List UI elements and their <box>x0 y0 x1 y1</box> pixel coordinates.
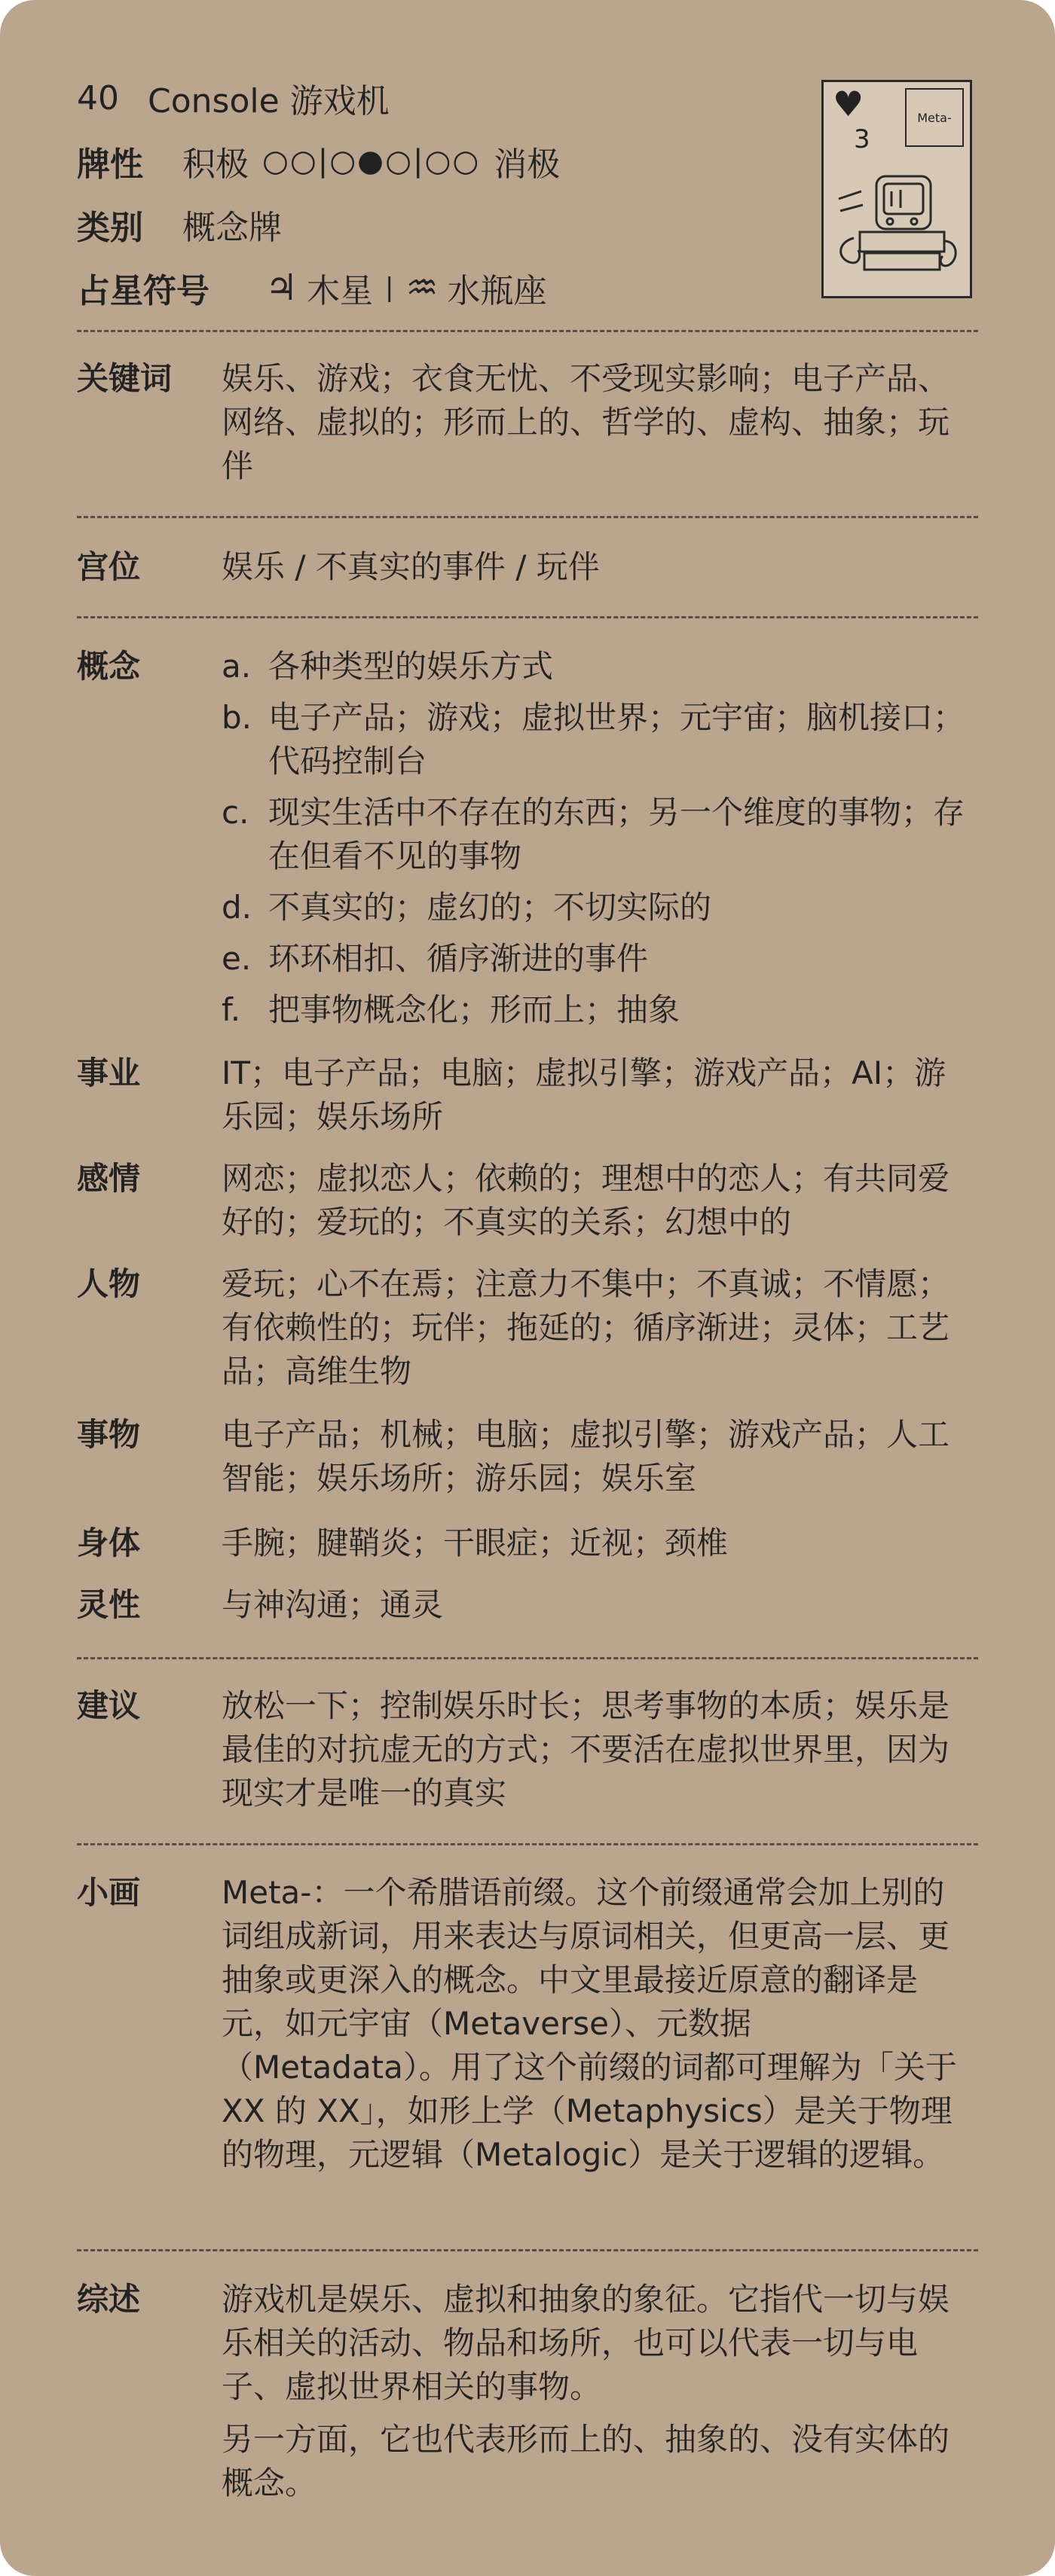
list-marker: c. <box>222 794 249 831</box>
list-text: 电子产品；游戏；虚拟世界；元宇宙；脑机接口；代码控制台 <box>268 699 965 780</box>
aquarius-icon: ♒ <box>405 267 439 309</box>
people-label: 人物 <box>77 1265 141 1302</box>
summary-paragraph: 另一方面，它也代表形而上的、抽象的、没有实体的概念。 <box>222 2421 950 2501</box>
divider <box>77 1843 978 1845</box>
list-marker: a. <box>222 648 252 685</box>
summary-paragraph: 游戏机是娱乐、虚拟和抽象的象征。它指代一切与娱乐相关的活动、物品和场所，也可以代表一切与电子、虚拟世界相关的事物。 <box>222 2281 950 2405</box>
section-keywords <box>77 357 989 488</box>
keywords-label: 关键词 <box>77 360 173 397</box>
position-label: 宫位 <box>77 548 141 585</box>
section-summary <box>77 2278 989 2505</box>
illustration-text: Meta-：一个希腊语前缀。这个前缀通常会加上别的词组成新词，用来表达与原词相关，但更高一层、更抽象或更深入的概念。中文里最接近原意的翻译是元，如元宇宙（Metaverse）、元数据（Metadata）。用了这个前缀的词都可理解为「关于 XX 的 XX」，如形上学（Metaphysics）是关于物理的物理，元逻辑（Metalogic）是关于逻辑的逻辑。 <box>222 1874 957 2173</box>
thumbnail-label: Meta- <box>905 88 964 147</box>
advice-text: 放松一下；控制娱乐时长；思考事物的本质；娱乐是最佳的对抗虚无的方式；不要活在虚拟世界里，因为现实才是唯一的真实 <box>222 1687 950 1811</box>
keywords-text: 娱乐、游戏；衣食无忧、不受现实影响；电子产品、网络、虚拟的；形而上的、哲学的、虚构、抽象；玩伴 <box>222 360 950 484</box>
list-item <box>222 886 975 929</box>
career-text: IT；电子产品；电脑；虚拟引擎；游戏产品；AI；游乐园；娱乐场所 <box>222 1055 946 1135</box>
astrology-separator: | <box>385 273 394 303</box>
console-illustration <box>831 169 963 289</box>
astrology-sign: 水瓶座 <box>447 272 547 310</box>
summary-body <box>222 2278 975 2505</box>
spirituality-label: 灵性 <box>77 1586 141 1623</box>
summary-label: 综述 <box>77 2281 141 2318</box>
things-text: 电子产品；机械；电脑；虚拟引擎；游戏产品；人工智能；娱乐场所；游乐园；娱乐室 <box>222 1416 950 1497</box>
section-body <box>77 1521 989 1565</box>
jupiter-icon: ♃ <box>265 267 298 309</box>
spirituality-text: 与神沟通；通灵 <box>222 1586 444 1623</box>
list-marker: d. <box>222 889 252 926</box>
divider <box>77 330 978 332</box>
concepts-label: 概念 <box>77 648 141 685</box>
astrology-label: 占星符号 <box>77 272 209 310</box>
people-text: 爱玩；心不在焉；注意力不集中；不真诚；不情愿；有依赖性的；玩伴；拖延的；循序渐进；灵体；工艺品；高维生物 <box>222 1265 950 1390</box>
list-text: 环环相扣、循序渐进的事件 <box>268 940 649 977</box>
section-concepts <box>77 645 989 1032</box>
relationship-text: 网恋；虚拟恋人；依赖的；理想中的恋人；有共同爱好的；爱玩的；不真实的关系；幻想中的 <box>222 1160 950 1241</box>
title-line <box>77 66 785 130</box>
section-career <box>77 1051 989 1139</box>
card-thumbnail <box>821 80 972 298</box>
heart-icon: ♥ <box>833 84 864 124</box>
divider <box>77 1657 978 1659</box>
list-text: 把事物概念化；形而上；抽象 <box>268 991 680 1028</box>
section-position <box>77 545 989 589</box>
polarity-scale: ○○|○●○|○○ <box>262 144 481 179</box>
polarity-negative: 消极 <box>494 145 561 184</box>
card-name: Console 游戏机 <box>148 82 390 121</box>
category-line <box>77 193 785 256</box>
section-advice <box>77 1684 989 1815</box>
illustration-label: 小画 <box>77 1874 141 1911</box>
relationship-label: 感情 <box>77 1160 141 1197</box>
career-label: 事业 <box>77 1055 141 1091</box>
section-things <box>77 1413 989 1500</box>
list-text: 各种类型的娱乐方式 <box>268 648 554 685</box>
advice-label: 建议 <box>77 1687 141 1724</box>
category-value: 概念牌 <box>182 209 282 247</box>
list-item <box>222 937 975 981</box>
section-spirituality <box>77 1583 989 1627</box>
card-number: 40 <box>77 78 119 118</box>
polarity-positive: 积极 <box>182 145 249 184</box>
polarity-label: 牌性 <box>77 145 143 184</box>
list-marker: f. <box>222 991 241 1028</box>
astrology-line <box>77 256 785 319</box>
category-label: 类别 <box>77 209 143 247</box>
position-text: 娱乐 / 不真实的事件 / 玩伴 <box>222 548 600 585</box>
card-header <box>77 66 785 319</box>
divider <box>77 516 978 518</box>
astrology-planet: 木星 <box>307 272 374 310</box>
list-item <box>222 696 975 783</box>
list-item <box>222 645 975 688</box>
list-text: 不真实的；虚幻的；不切实际的 <box>268 889 712 926</box>
divider <box>77 616 978 618</box>
section-relationship <box>77 1157 989 1244</box>
body-label: 身体 <box>77 1525 141 1561</box>
list-marker: e. <box>222 940 252 977</box>
polarity-line <box>77 130 785 193</box>
body-text: 手腕；腱鞘炎；干眼症；近视；颈椎 <box>222 1525 729 1561</box>
thumbnail-number: 3 <box>854 124 870 154</box>
list-text: 现实生活中不存在的东西；另一个维度的事物；存在但看不见的事物 <box>268 794 965 874</box>
concepts-list <box>222 645 975 1032</box>
list-item <box>222 791 975 878</box>
list-marker: b. <box>222 699 252 736</box>
section-illustration <box>77 1871 989 2177</box>
section-people <box>77 1262 989 1393</box>
things-label: 事物 <box>77 1416 141 1453</box>
divider <box>77 2249 978 2251</box>
list-item <box>222 988 975 1032</box>
